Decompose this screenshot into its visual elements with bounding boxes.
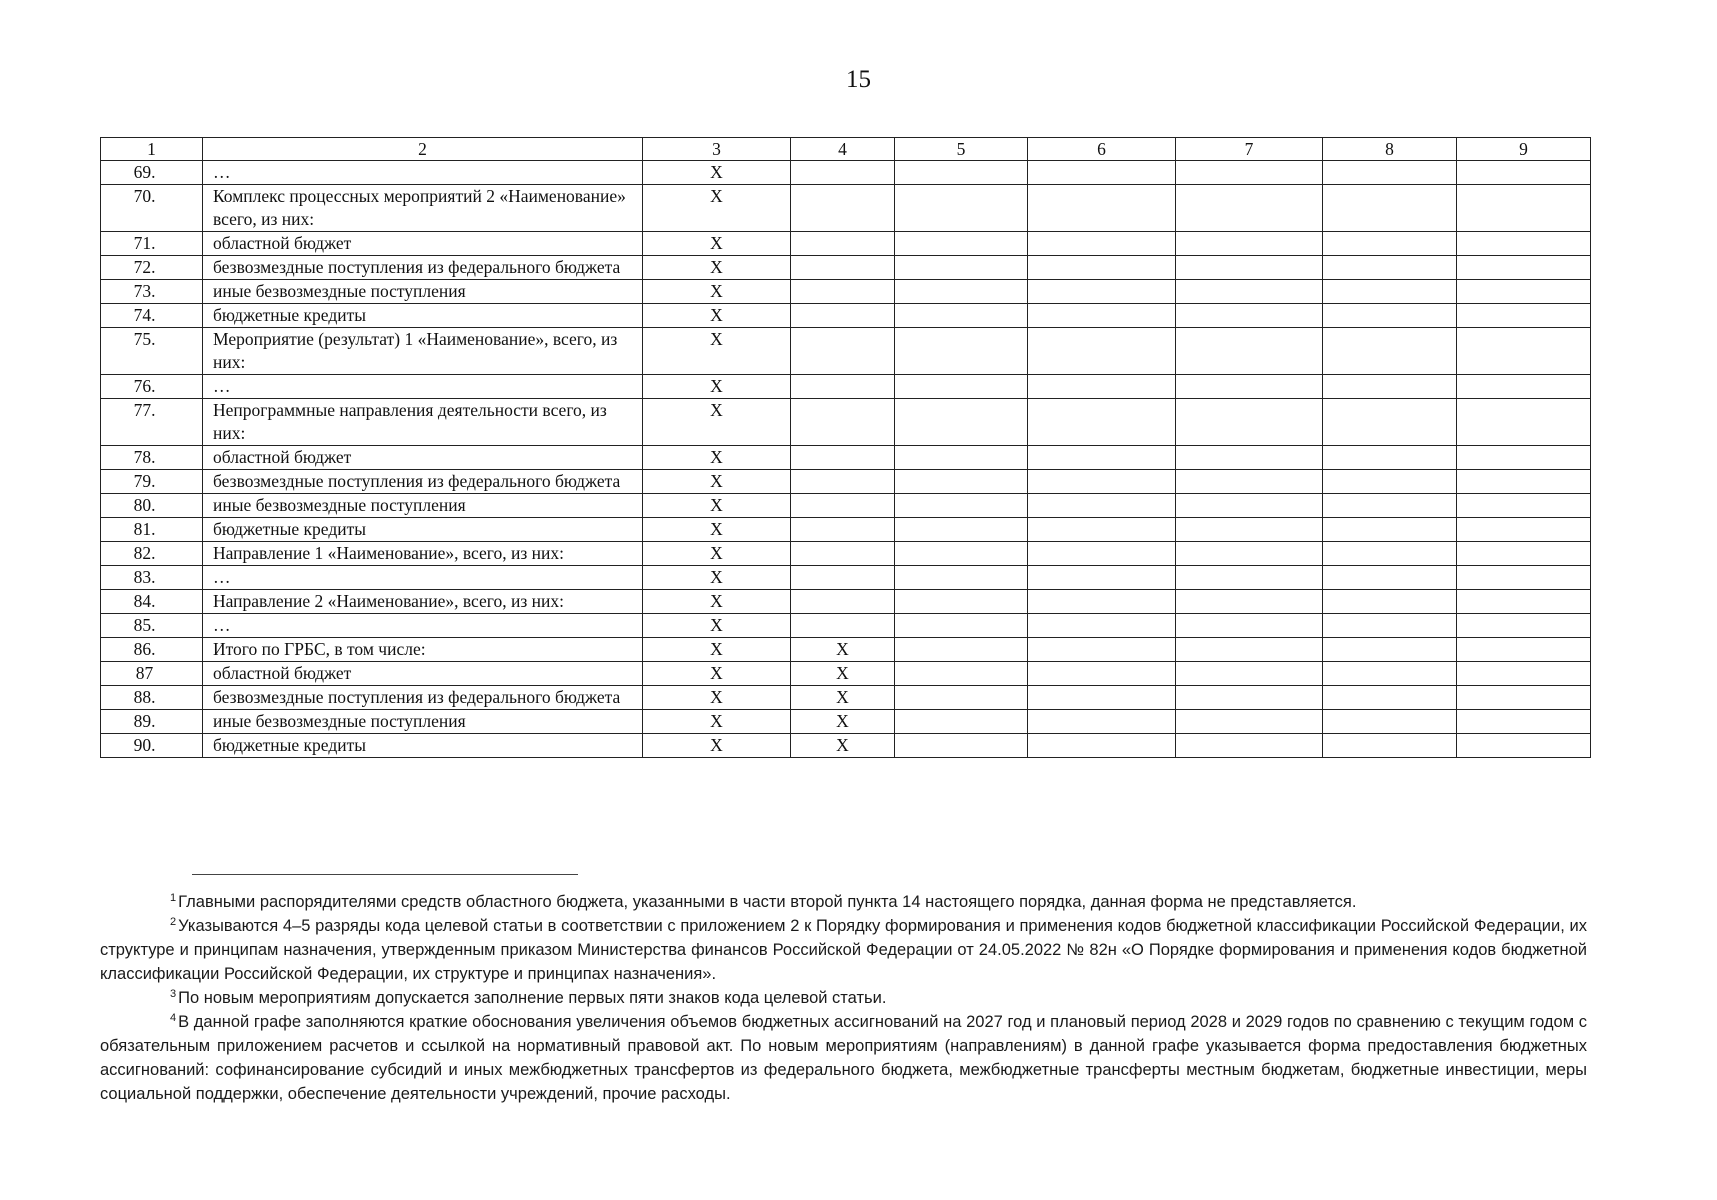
column-3-cell: X <box>643 734 791 758</box>
row-number-cell: 83. <box>101 566 203 590</box>
column-header: 5 <box>895 138 1028 161</box>
column-4-cell <box>791 161 895 185</box>
column-6-cell <box>1028 446 1176 470</box>
column-3-cell: X <box>643 566 791 590</box>
column-9-cell <box>1457 161 1591 185</box>
column-9-cell <box>1457 185 1591 232</box>
column-3-cell: X <box>643 494 791 518</box>
column-9-cell <box>1457 399 1591 446</box>
footnote-mark: 4 <box>170 1012 177 1024</box>
column-4-cell <box>791 470 895 494</box>
column-3-cell: X <box>643 304 791 328</box>
row-name-cell: бюджетные кредиты <box>203 304 643 328</box>
column-9-cell <box>1457 304 1591 328</box>
column-header: 8 <box>1323 138 1457 161</box>
table-row <box>101 280 1591 304</box>
column-4-cell: X <box>791 662 895 686</box>
footnotes <box>100 890 1587 1106</box>
column-8-cell <box>1323 494 1457 518</box>
column-3-cell: X <box>643 614 791 638</box>
column-7-cell <box>1176 304 1323 328</box>
column-4-cell <box>791 494 895 518</box>
row-number-cell: 84. <box>101 590 203 614</box>
column-6-cell <box>1028 662 1176 686</box>
column-5-cell <box>895 590 1028 614</box>
row-number-cell: 90. <box>101 734 203 758</box>
table-row <box>101 494 1591 518</box>
column-5-cell <box>895 232 1028 256</box>
column-5-cell <box>895 494 1028 518</box>
column-8-cell <box>1323 518 1457 542</box>
column-6-cell <box>1028 256 1176 280</box>
column-8-cell <box>1323 280 1457 304</box>
column-7-cell <box>1176 280 1323 304</box>
row-name-cell: Непрограммные направления деятельности всего, из них: <box>203 399 643 446</box>
column-8-cell <box>1323 328 1457 375</box>
table-row <box>101 470 1591 494</box>
column-9-cell <box>1457 590 1591 614</box>
row-number-cell: 69. <box>101 161 203 185</box>
page-number: 15 <box>846 66 871 93</box>
column-8-cell <box>1323 161 1457 185</box>
column-5-cell <box>895 375 1028 399</box>
row-name-cell: Мероприятие (результат) 1 «Наименование», всего, из них: <box>203 328 643 375</box>
column-3-cell: X <box>643 542 791 566</box>
column-5-cell <box>895 470 1028 494</box>
table-row <box>101 232 1591 256</box>
column-8-cell <box>1323 399 1457 446</box>
column-8-cell <box>1323 662 1457 686</box>
column-8-cell <box>1323 304 1457 328</box>
column-4-cell <box>791 185 895 232</box>
column-7-cell <box>1176 590 1323 614</box>
column-5-cell <box>895 446 1028 470</box>
table-row <box>101 161 1591 185</box>
column-9-cell <box>1457 280 1591 304</box>
table-row <box>101 375 1591 399</box>
column-header: 1 <box>101 138 203 161</box>
column-6-cell <box>1028 185 1176 232</box>
row-name-cell: … <box>203 161 643 185</box>
column-9-cell <box>1457 710 1591 734</box>
column-7-cell <box>1176 232 1323 256</box>
column-6-cell <box>1028 734 1176 758</box>
table-header-row <box>101 138 1591 161</box>
column-8-cell <box>1323 590 1457 614</box>
table-row <box>101 328 1591 375</box>
row-number-cell: 75. <box>101 328 203 375</box>
table-row <box>101 446 1591 470</box>
row-number-cell: 81. <box>101 518 203 542</box>
column-7-cell <box>1176 185 1323 232</box>
column-9-cell <box>1457 542 1591 566</box>
column-header: 9 <box>1457 138 1591 161</box>
column-6-cell <box>1028 399 1176 446</box>
table-row <box>101 686 1591 710</box>
row-number-cell: 87 <box>101 662 203 686</box>
table-row <box>101 304 1591 328</box>
column-9-cell <box>1457 734 1591 758</box>
column-4-cell: X <box>791 686 895 710</box>
row-name-cell: иные безвозмездные поступления <box>203 494 643 518</box>
column-3-cell: X <box>643 399 791 446</box>
row-name-cell: … <box>203 375 643 399</box>
column-4-cell <box>791 542 895 566</box>
column-8-cell <box>1323 256 1457 280</box>
column-3-cell: X <box>643 638 791 662</box>
column-3-cell: X <box>643 161 791 185</box>
column-3-cell: X <box>643 470 791 494</box>
footnote-mark: 1 <box>170 892 177 904</box>
column-5-cell <box>895 638 1028 662</box>
table-row <box>101 566 1591 590</box>
footnote-text: В данной графе заполняются краткие обоснования увеличения объемов бюджетных ассигнований на 2027 год и плановый период 2028 и 2029 годов по сравнению с текущим годом с обязательным приложением расчетов и ссылкой на нормативный правовой акт. По новым мероприятиям (направлениям) в данной графе указывается форма предоставления бюджетных ассигнований: софинансирование субсидий и иных межбюджетных трансфертов из федерального бюджета, межбюджетные трансферты местным бюджетам, бюджетные инвестиции, меры социальной поддержки, обеспечение деятельности учреждений, прочие расходы. <box>100 1013 1587 1103</box>
column-7-cell <box>1176 638 1323 662</box>
column-4-cell <box>791 614 895 638</box>
column-7-cell <box>1176 542 1323 566</box>
table-row <box>101 518 1591 542</box>
footnote-mark: 2 <box>170 916 177 928</box>
column-6-cell <box>1028 518 1176 542</box>
column-header: 4 <box>791 138 895 161</box>
column-5-cell <box>895 399 1028 446</box>
column-4-cell <box>791 518 895 542</box>
table-row <box>101 542 1591 566</box>
column-5-cell <box>895 734 1028 758</box>
column-6-cell <box>1028 232 1176 256</box>
column-9-cell <box>1457 614 1591 638</box>
column-5-cell <box>895 566 1028 590</box>
column-4-cell <box>791 328 895 375</box>
column-8-cell <box>1323 734 1457 758</box>
table-row <box>101 399 1591 446</box>
column-5-cell <box>895 256 1028 280</box>
footnote-text: Указываются 4–5 разряды кода целевой статьи в соответствии с приложением 2 к Порядку формирования и применения кодов бюджетной классификации Российской Федерации, их структуре и принципам назначения, утвержденным приказом Министерства финансов Российской Федерации от 24.05.2022 № 82н «О Порядке формирования и применения кодов бюджетной классификации Российской Федерации, их структуре и принципах назначения». <box>100 917 1587 983</box>
column-5-cell <box>895 542 1028 566</box>
row-name-cell: иные безвозмездные поступления <box>203 280 643 304</box>
column-9-cell <box>1457 470 1591 494</box>
column-6-cell <box>1028 375 1176 399</box>
column-5-cell <box>895 185 1028 232</box>
column-4-cell: X <box>791 638 895 662</box>
column-9-cell <box>1457 686 1591 710</box>
column-6-cell <box>1028 614 1176 638</box>
table-row <box>101 256 1591 280</box>
column-6-cell <box>1028 566 1176 590</box>
column-9-cell <box>1457 518 1591 542</box>
column-8-cell <box>1323 614 1457 638</box>
column-3-cell: X <box>643 518 791 542</box>
column-7-cell <box>1176 734 1323 758</box>
column-3-cell: X <box>643 232 791 256</box>
row-number-cell: 70. <box>101 185 203 232</box>
row-name-cell: областной бюджет <box>203 446 643 470</box>
column-7-cell <box>1176 256 1323 280</box>
column-8-cell <box>1323 446 1457 470</box>
column-8-cell <box>1323 566 1457 590</box>
column-3-cell: X <box>643 375 791 399</box>
column-7-cell <box>1176 375 1323 399</box>
footnote-1 <box>100 890 1587 914</box>
column-7-cell <box>1176 686 1323 710</box>
column-9-cell <box>1457 446 1591 470</box>
column-4-cell <box>791 566 895 590</box>
column-8-cell <box>1323 686 1457 710</box>
column-6-cell <box>1028 494 1176 518</box>
column-4-cell <box>791 446 895 470</box>
budget-table <box>100 137 1591 758</box>
column-4-cell <box>791 280 895 304</box>
column-7-cell <box>1176 518 1323 542</box>
column-header: 3 <box>643 138 791 161</box>
column-8-cell <box>1323 470 1457 494</box>
table-body <box>101 161 1591 758</box>
column-7-cell <box>1176 161 1323 185</box>
column-6-cell <box>1028 590 1176 614</box>
column-9-cell <box>1457 662 1591 686</box>
column-7-cell <box>1176 566 1323 590</box>
row-number-cell: 74. <box>101 304 203 328</box>
column-4-cell <box>791 304 895 328</box>
row-number-cell: 79. <box>101 470 203 494</box>
column-6-cell <box>1028 542 1176 566</box>
row-number-cell: 72. <box>101 256 203 280</box>
row-name-cell: Направление 1 «Наименование», всего, из них: <box>203 542 643 566</box>
table-row <box>101 185 1591 232</box>
table-row <box>101 662 1591 686</box>
column-7-cell <box>1176 494 1323 518</box>
row-number-cell: 80. <box>101 494 203 518</box>
row-number-cell: 85. <box>101 614 203 638</box>
column-5-cell <box>895 161 1028 185</box>
footnote-2 <box>100 914 1587 986</box>
row-name-cell: безвозмездные поступления из федерального бюджета <box>203 256 643 280</box>
column-9-cell <box>1457 375 1591 399</box>
column-3-cell: X <box>643 446 791 470</box>
table-row <box>101 614 1591 638</box>
row-name-cell: … <box>203 614 643 638</box>
footnote-mark: 3 <box>170 988 177 1000</box>
column-4-cell <box>791 399 895 446</box>
column-6-cell <box>1028 161 1176 185</box>
table-row <box>101 590 1591 614</box>
column-5-cell <box>895 518 1028 542</box>
row-name-cell: областной бюджет <box>203 662 643 686</box>
row-name-cell: Направление 2 «Наименование», всего, из них: <box>203 590 643 614</box>
footnote-4 <box>100 1010 1587 1106</box>
column-5-cell <box>895 280 1028 304</box>
column-6-cell <box>1028 280 1176 304</box>
column-6-cell <box>1028 710 1176 734</box>
row-name-cell: иные безвозмездные поступления <box>203 710 643 734</box>
column-9-cell <box>1457 566 1591 590</box>
column-8-cell <box>1323 638 1457 662</box>
row-number-cell: 76. <box>101 375 203 399</box>
row-number-cell: 82. <box>101 542 203 566</box>
column-header: 6 <box>1028 138 1176 161</box>
row-name-cell: Комплекс процессных мероприятий 2 «Наименование» всего, из них: <box>203 185 643 232</box>
column-9-cell <box>1457 256 1591 280</box>
row-name-cell: бюджетные кредиты <box>203 518 643 542</box>
column-6-cell <box>1028 304 1176 328</box>
column-7-cell <box>1176 328 1323 375</box>
column-5-cell <box>895 710 1028 734</box>
row-name-cell: областной бюджет <box>203 232 643 256</box>
column-6-cell <box>1028 328 1176 375</box>
column-header: 7 <box>1176 138 1323 161</box>
row-number-cell: 86. <box>101 638 203 662</box>
column-4-cell <box>791 232 895 256</box>
table-row <box>101 710 1591 734</box>
column-5-cell <box>895 328 1028 375</box>
column-7-cell <box>1176 710 1323 734</box>
column-3-cell: X <box>643 662 791 686</box>
footnote-3 <box>100 986 1587 1010</box>
column-7-cell <box>1176 399 1323 446</box>
column-9-cell <box>1457 638 1591 662</box>
column-5-cell <box>895 304 1028 328</box>
column-4-cell: X <box>791 710 895 734</box>
footnote-separator <box>192 874 578 875</box>
column-4-cell <box>791 256 895 280</box>
table-row <box>101 638 1591 662</box>
column-4-cell: X <box>791 734 895 758</box>
row-name-cell: Итого по ГРБС, в том числе: <box>203 638 643 662</box>
column-4-cell <box>791 590 895 614</box>
column-9-cell <box>1457 328 1591 375</box>
column-3-cell: X <box>643 590 791 614</box>
column-3-cell: X <box>643 256 791 280</box>
row-number-cell: 88. <box>101 686 203 710</box>
column-3-cell: X <box>643 280 791 304</box>
column-5-cell <box>895 686 1028 710</box>
column-5-cell <box>895 662 1028 686</box>
column-8-cell <box>1323 542 1457 566</box>
column-8-cell <box>1323 232 1457 256</box>
column-3-cell: X <box>643 328 791 375</box>
column-4-cell <box>791 375 895 399</box>
column-3-cell: X <box>643 185 791 232</box>
row-number-cell: 89. <box>101 710 203 734</box>
row-number-cell: 73. <box>101 280 203 304</box>
column-6-cell <box>1028 470 1176 494</box>
column-7-cell <box>1176 614 1323 638</box>
column-3-cell: X <box>643 710 791 734</box>
footnote-text: Главными распорядителями средств областного бюджета, указанными в части второй пункта 14 настоящего порядка, данная форма не представляется. <box>178 893 1357 911</box>
footnote-text: По новым мероприятиям допускается заполнение первых пяти знаков кода целевой статьи. <box>178 989 887 1007</box>
column-9-cell <box>1457 494 1591 518</box>
column-8-cell <box>1323 375 1457 399</box>
column-7-cell <box>1176 446 1323 470</box>
column-8-cell <box>1323 185 1457 232</box>
column-6-cell <box>1028 638 1176 662</box>
row-number-cell: 77. <box>101 399 203 446</box>
table-row <box>101 734 1591 758</box>
column-header: 2 <box>203 138 643 161</box>
column-9-cell <box>1457 232 1591 256</box>
column-3-cell: X <box>643 686 791 710</box>
row-name-cell: бюджетные кредиты <box>203 734 643 758</box>
row-name-cell: безвозмездные поступления из федерального бюджета <box>203 686 643 710</box>
column-7-cell <box>1176 470 1323 494</box>
column-6-cell <box>1028 686 1176 710</box>
column-7-cell <box>1176 662 1323 686</box>
row-name-cell: … <box>203 566 643 590</box>
row-number-cell: 78. <box>101 446 203 470</box>
column-5-cell <box>895 614 1028 638</box>
row-name-cell: безвозмездные поступления из федерального бюджета <box>203 470 643 494</box>
column-8-cell <box>1323 710 1457 734</box>
row-number-cell: 71. <box>101 232 203 256</box>
